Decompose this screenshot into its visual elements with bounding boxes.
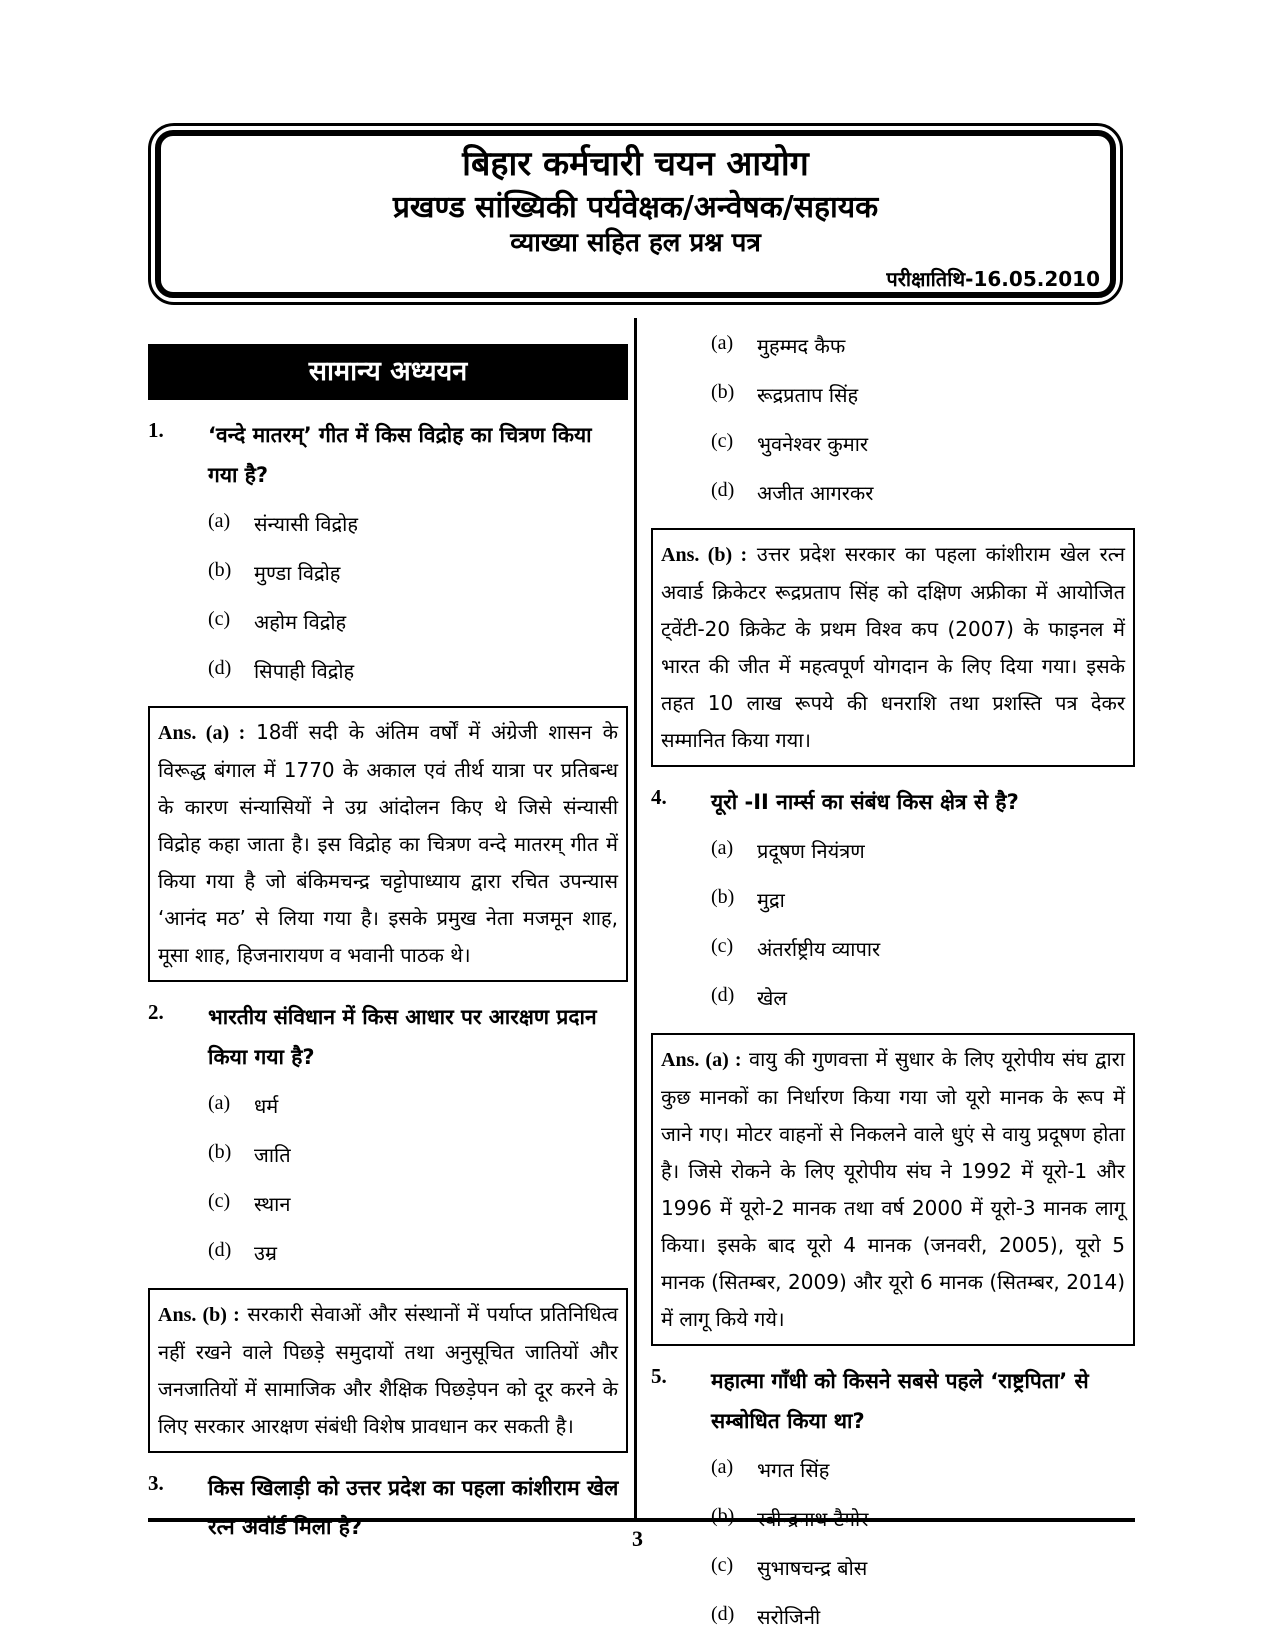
option-text: प्रदूषण नियंत्रण [757,838,865,863]
option-label: (c) [208,1189,231,1212]
option-text: अंतर्राष्ट्रीय व्यापार [757,936,881,961]
option-label: (d) [711,1602,735,1625]
option-label: (c) [711,1553,734,1576]
option-text: सरोजिनी [757,1604,821,1629]
answer-label: Ans. (a) : [661,1048,742,1071]
question-4 [651,783,1135,823]
option-label: (a) [711,836,734,859]
option-b [711,381,1135,408]
option-text: उम्र [254,1240,277,1265]
option-text: रवीन्द्रनाथ टैगोर [757,1506,869,1531]
option-c [711,430,1135,457]
option-text: रूद्रप्रताप सिंह [757,383,859,407]
option-text: सुभाषचन्द्र बोस [757,1555,868,1580]
question-4-options [711,837,1135,1011]
question-number: 5. [651,1363,667,1388]
option-label: (b) [711,1504,735,1527]
option-label: (d) [208,656,232,679]
right-column [637,318,1135,1629]
option-text: मुण्डा विद्रोह [254,560,341,585]
option-c [711,935,1135,962]
option-text: भगत सिंह [757,1457,830,1482]
option-label: (c) [711,430,734,452]
option-label: (d) [711,983,735,1006]
option-label: (a) [711,332,734,354]
commission-title: बिहार कर्मचारी चयन आयोग [462,144,809,184]
content-area [148,318,1135,1629]
page-number: 3 [632,1526,643,1551]
option-d [711,1603,1135,1630]
answer-box-4 [651,1033,1135,1346]
left-column [148,318,634,1540]
option-label: (a) [208,1091,231,1114]
question-number: 2. [148,999,164,1024]
question-number: 3. [148,1470,164,1495]
answer-label: Ans. (a) : [158,721,246,744]
option-b [711,886,1135,913]
option-label: (c) [711,934,734,957]
question-number: 1. [148,418,164,442]
option-label: (b) [208,558,232,581]
option-text: स्थान [254,1191,291,1216]
option-d [711,479,1135,506]
option-label: (b) [711,381,735,403]
answer-text: सरकारी सेवाओं और संस्थानों में पर्याप्त प्रतिनिधित्व नहीं रखने वाले पिछड़े समुदायों तथा अनुसूचित जातियों और जनजातियों में सामाजिक और शैक्षिक पिछड़ेपन को दूर करने के लिए सरकार आरक्षण संबंधी विशेष प्रावधान कर सकती है। [158,1301,619,1438]
post-title: प्रखण्ड सांख्यिकी पर्यवेक्षक/अन्वेषक/सहायक [392,189,879,225]
option-label: (b) [711,885,735,908]
exam-date: परीक्षातिथि-16.05.2010 [886,267,1100,291]
option-a [208,1092,628,1119]
header-inner-border [155,130,1116,298]
question-number: 4. [651,785,667,809]
option-text: भुवनेश्वर कुमार [757,432,869,456]
option-a [208,510,628,537]
option-text: अजीत आगरकर [757,481,874,505]
answer-label: Ans. (b) : [158,1303,240,1326]
footer-rule [148,1518,1135,1522]
option-label: (a) [208,509,231,532]
answer-label: Ans. (b) : [661,544,748,566]
option-label: (d) [711,479,735,501]
answer-text: वायु की गुणवत्ता में सुधार के लिए यूरोपीय संघ द्वारा कुछ मानकों का निर्धारण किया गया जो यूरो मानक के रूप में जाने गए। मोटर वाहनों से निकलने वाले धुएं से वायु प्रदूषण होता है। जिसे रोकने के लिए यूरोपीय संघ ने 1992 में यूरो-1 और 1996 में यूरो-2 मानक तथा वर्ष 2000 में यूरो-3 मानक लागू किया। इसके बाद यूरो 4 मानक (जनवरी, 2005), यूरो 5 मानक (सितम्बर, 2009) और यूरो 6 मानक (सितम्बर, 2014) में लागू किये गये। [661,1046,1125,1331]
option-label: (d) [208,1238,232,1261]
option-text: अहोम विद्रोह [254,609,347,634]
option-c [208,608,628,635]
option-text: संन्यासी विद्रोह [254,511,358,536]
option-label: (a) [711,1455,734,1478]
option-text: मुहम्मद कैफ [757,334,846,358]
option-a [711,1456,1135,1483]
option-d [711,984,1135,1011]
option-a [711,332,1135,359]
option-text: जाति [254,1142,291,1167]
answer-box-3 [651,528,1135,767]
question-5 [651,1362,1135,1442]
question-1 [148,416,628,496]
option-text: मुद्रा [757,887,785,912]
option-text: धर्म [254,1093,279,1118]
question-text: महात्मा गाँधी को किसने सबसे पहले ‘राष्ट्रपिता’ से सम्बोधित किया था? [711,1368,1089,1433]
option-text: सिपाही विद्रोह [254,658,355,683]
question-2-options [208,1092,628,1266]
option-a [711,837,1135,864]
question-text: ‘वन्दे मातरम्’ गीत में किस विद्रोह का चित्रण किया गया है? [208,423,592,487]
option-label: (c) [208,607,231,630]
answer-box-2 [148,1288,628,1453]
option-d [208,657,628,684]
answer-box-1 [148,706,628,982]
option-d [208,1239,628,1266]
question-text: भारतीय संविधान में किस आधार पर आरक्षण प्रदान किया गया है? [208,1004,597,1069]
answer-text: 18वीं सदी के अंतिम वर्षों में अंग्रेजी शासन के विरूद्ध बंगाल में 1770 के अकाल एवं तीर्थ यात्रा पर प्रतिबन्ध के कारण संन्यासियों ने उग्र आंदोलन किए थे जिसे संन्यासी विद्रोह कहा जाता है। इस विद्रोह का चित्रण वन्दे मातरम् गीत में किया गया है जो बंकिमचन्द्र चट्टोपाध्याय द्वारा रचित उपन्यास ‘आनंद मठ’ से लिया गया है। इसके प्रमुख नेता मजमून शाह, मूसा शाह, हिजनारायण व भवानी पाठक थे। [158,719,618,967]
question-3-options [711,332,1135,506]
option-text: खेल [757,985,787,1010]
section-banner: सामान्य अध्ययन [148,344,628,400]
header-box [148,123,1123,305]
option-c [208,1190,628,1217]
answer-text: उत्तर प्रदेश सरकार का पहला कांशीराम खेल रत्न अवार्ड क्रिकेटर रूद्रप्रताप सिंह को दक्षिण अफ्रीका में आयोजित ट्वेंटी-20 क्रिकेट के प्रथम विश्व कप (2007) के फाइनल में भारत की जीत में महत्वपूर्ण योगदान के लिए दिया गया। इसके तहत 10 लाख रूपये की धनराशि तथा प्रशस्ति पत्र देकर सम्मानित किया गया। [661,542,1125,752]
option-b [208,1141,628,1168]
question-1-options [208,510,628,684]
question-2 [148,998,628,1078]
paper-subtitle: व्याख्या सहित हल प्रश्न पत्र [510,227,761,258]
question-text: यूरो -II नार्म्स का संबंध किस क्षेत्र से है? [711,790,1019,814]
option-b [208,559,628,586]
option-c [711,1554,1135,1581]
question-text: किस खिलाड़ी को उत्तर प्रदेश का पहला कांशीराम खेल रत्न अवॉर्ड मिला है? [208,1475,619,1540]
option-label: (b) [208,1140,232,1163]
